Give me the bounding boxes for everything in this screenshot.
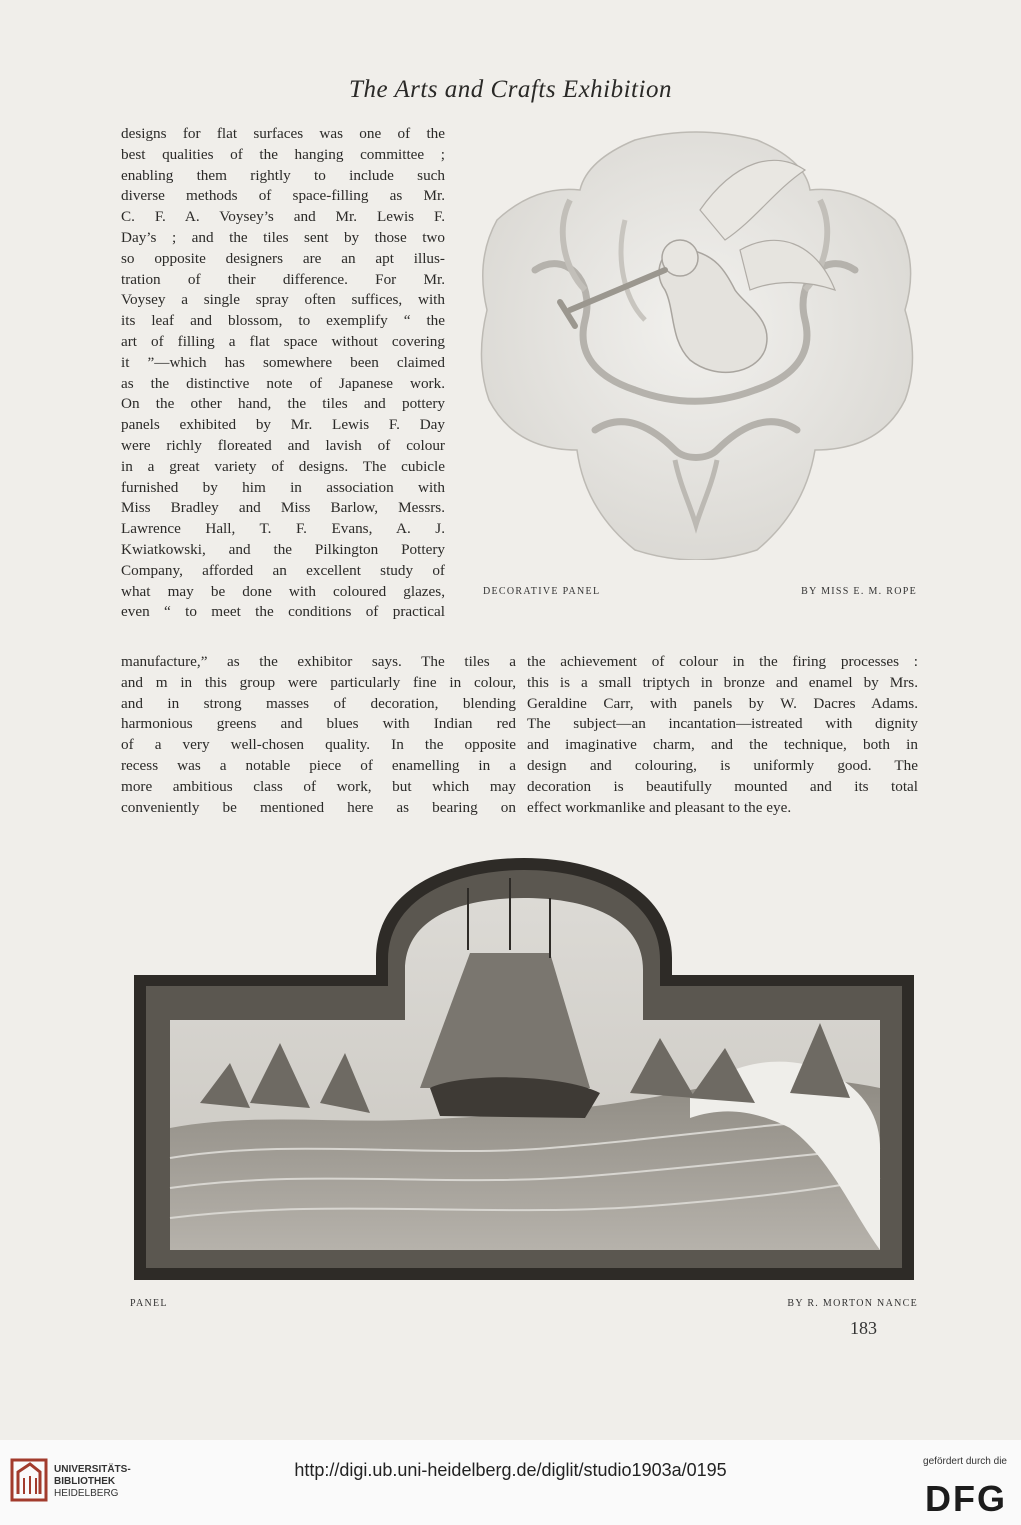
text-line: enabling them rightly to include such: [121, 166, 445, 184]
source-url-link[interactable]: http://digi.ub.uni-heidelberg.de/diglit/studio1903a/0195: [294, 1460, 727, 1480]
text-line: even “ to meet the conditions of practical: [121, 603, 445, 621]
text-line: C. F. A. Voysey’s and Mr. Lewis F.: [121, 208, 445, 226]
text-line: Miss Bradley and Miss Barlow, Messrs.: [121, 499, 445, 517]
library-line-1: UNIVERSITÄTS-: [54, 1464, 131, 1475]
text-line: conveniently be mentioned here as bearing on: [121, 798, 516, 816]
running-title: The Arts and Crafts Exhibition: [349, 76, 672, 103]
text-line: harmonious greens and blues with Indian red: [121, 715, 516, 733]
text-line: recess was a notable piece of enamelling in a: [121, 756, 516, 774]
text-line: in a great variety of designs. The cubicle: [121, 457, 445, 475]
text-line: The subject—an incantation—istreated with dignity: [527, 715, 918, 733]
figure2-caption-artist: BY R. MORTON NANCE: [787, 1298, 918, 1309]
text-line: designs for flat surfaces was one of the: [121, 125, 445, 142]
left-column-text: [121, 124, 445, 623]
text-line: furnished by him in association with: [121, 478, 445, 496]
text-line: Geraldine Carr, with panels by W. Dacres Adams.: [527, 694, 918, 712]
bottom-left-column: [121, 652, 516, 818]
text-line: art of filling a flat space without covering: [121, 332, 445, 350]
text-line: diverse methods of space-filling as Mr.: [121, 187, 445, 205]
text-line: Lawrence Hall, T. F. Evans, A. J.: [121, 520, 445, 538]
text-line: tration of their difference. For Mr.: [121, 270, 445, 288]
text-line: what may be done with coloured glazes,: [121, 582, 445, 600]
text-line: decoration is beautifully mounted and its total: [527, 777, 918, 795]
library-line-2: BIBLIOTHEK: [54, 1476, 116, 1487]
text-line: Voysey a single spray often suffices, with: [121, 291, 445, 309]
text-line: as the distinctive note of Japanese work.: [121, 374, 445, 392]
text-line: its leaf and blossom, to exemplify “ the: [121, 312, 445, 330]
decorative-panel-image: [475, 130, 917, 560]
ship-panel-figure: [130, 858, 918, 1309]
text-line: the achievement of colour in the firing processes :: [527, 653, 918, 670]
text-line: and m in this group were particularly fine in colour,: [121, 673, 516, 691]
text-line: and in strong masses of decoration, blending: [121, 694, 516, 712]
text-line: manufacture,” as the exhibitor says. The tiles a: [121, 653, 516, 670]
text-line: Kwiatkowski, and the Pilkington Pottery: [121, 540, 445, 558]
text-line: of a very well-chosen quality. In the opposite: [121, 736, 516, 754]
page-number: 183: [850, 1318, 877, 1338]
figure1-caption-artist: BY MISS E. M. ROPE: [801, 586, 917, 597]
text-line: Company, afforded an excellent study of: [121, 561, 445, 579]
footer-bar: [0, 1440, 1021, 1525]
text-line: panels exhibited by Mr. Lewis F. Day: [121, 416, 445, 434]
text-line: On the other hand, the tiles and pottery: [121, 395, 445, 413]
text-line: design and colouring, is uniformly good. The: [527, 756, 918, 774]
funder-text: gefördert durch die: [923, 1456, 1007, 1467]
figure2-caption-title: PANEL: [130, 1298, 168, 1309]
decorative-panel-figure: [475, 130, 917, 597]
ship-panel-image: [130, 858, 918, 1290]
text-line: so opposite designers are an apt illus-: [121, 249, 445, 267]
text-line: were richly floreated and lavish of colour: [121, 436, 445, 454]
text-line: best qualities of the hanging committee ;: [121, 145, 445, 163]
dfg-logo: DFG: [925, 1478, 1007, 1519]
text-line: effect workmanlike and pleasant to the eye.: [527, 798, 792, 816]
text-line: this is a small triptych in bronze and enamel by Mrs.: [527, 673, 918, 691]
text-line: and imaginative charm, and the technique, both in: [527, 736, 918, 754]
text-line: more ambitious class of work, but which may: [121, 777, 516, 795]
library-line-3: HEIDELBERG: [54, 1488, 119, 1499]
figure1-caption-title: DECORATIVE PANEL: [483, 586, 601, 597]
text-line: it ”—which has somewhere been claimed: [121, 353, 445, 371]
bottom-right-column: [527, 652, 918, 818]
text-line: Day’s ; and the tiles sent by those two: [121, 228, 445, 246]
